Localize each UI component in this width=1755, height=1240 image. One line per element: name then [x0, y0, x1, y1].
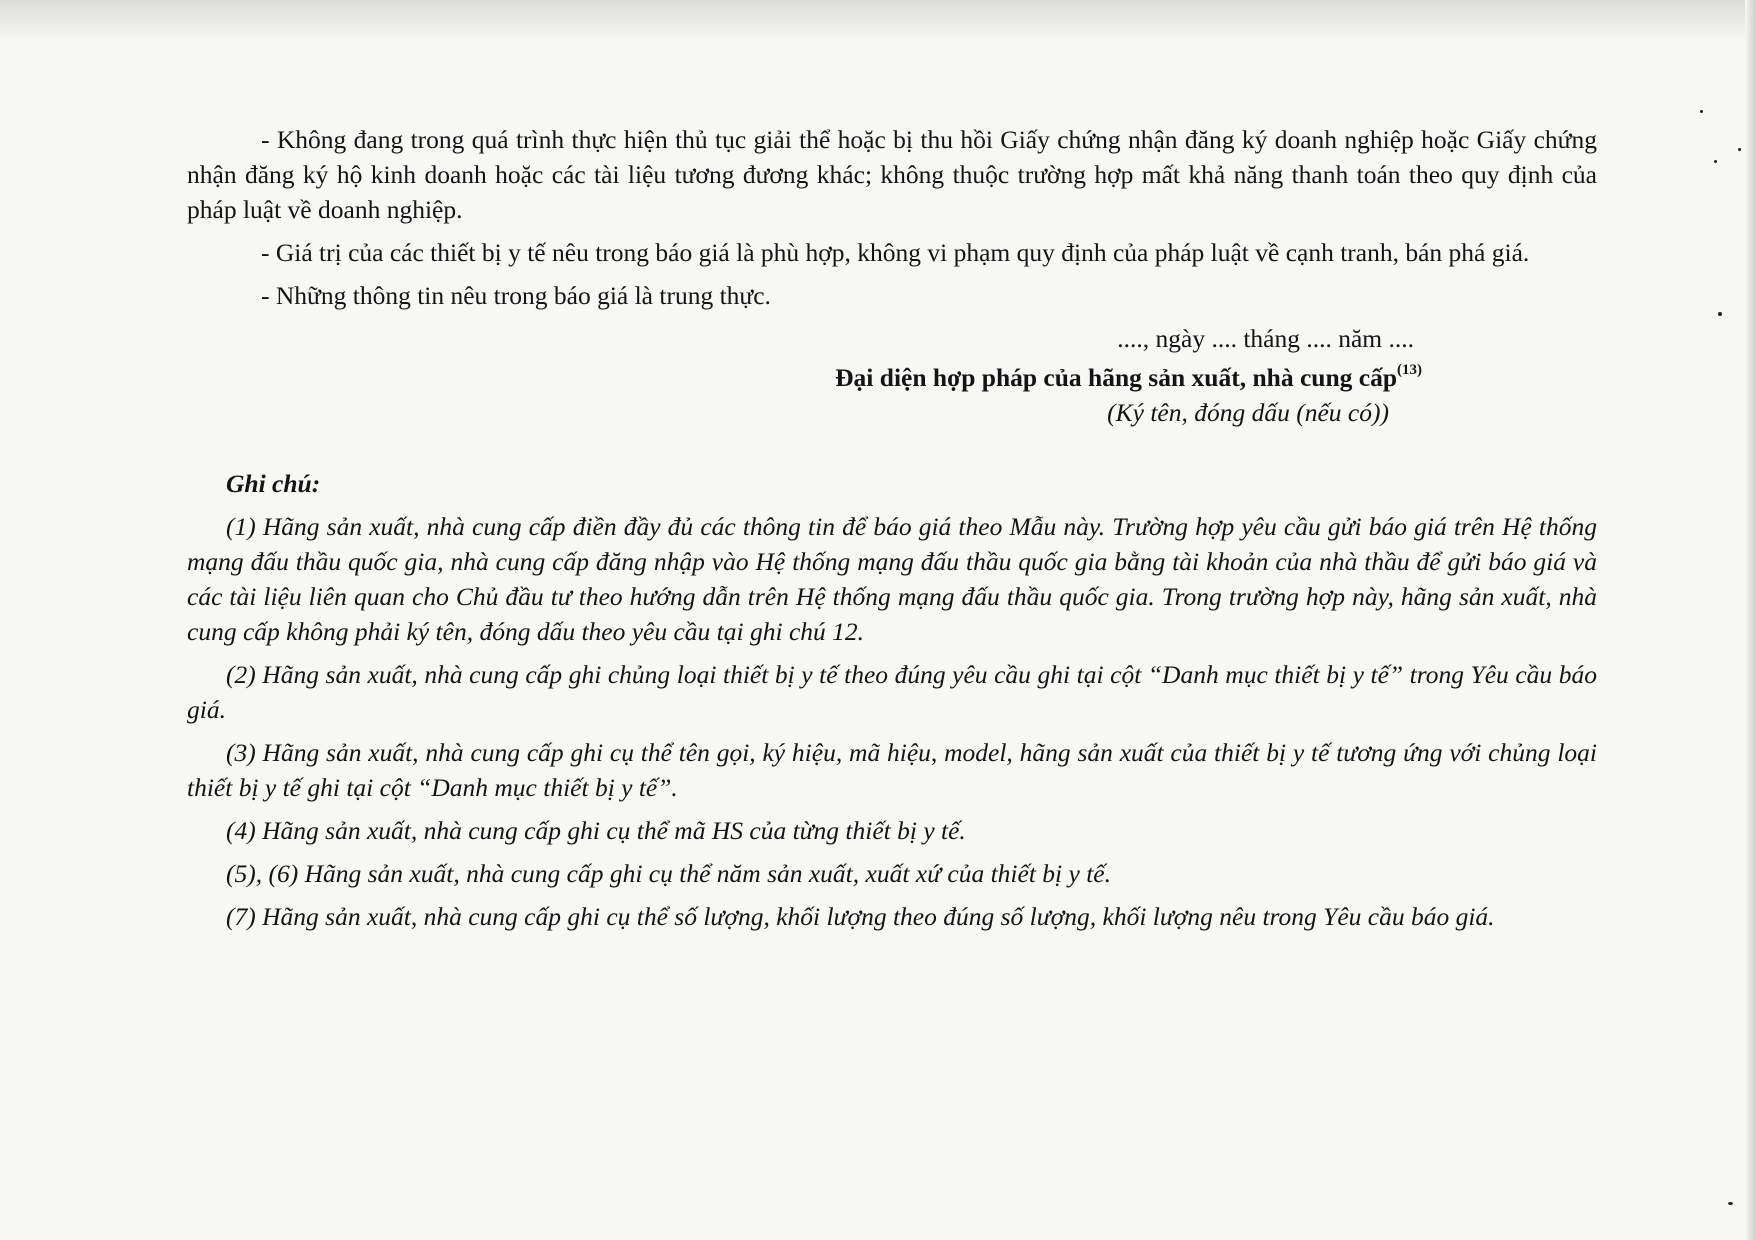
date-line: ...., ngày .... tháng .... năm ....	[1117, 324, 1414, 353]
note-item: (4) Hãng sản xuất, nhà cung cấp ghi cụ thể mã HS của từng thiết bị y tế.	[226, 816, 966, 845]
scan-top-shadow	[0, 0, 1755, 42]
footnote-marker: (13)	[1397, 362, 1422, 378]
note-item: (2) Hãng sản xuất, nhà cung cấp ghi chủng loại thiết bị y tế theo đúng yêu cầu ghi tại cột “Danh mục thiết bị y tế” trong Yêu cầu báo giá.	[187, 660, 1597, 724]
note-item: (5), (6) Hãng sản xuất, nhà cung cấp ghi cụ thể năm sản xuất, xuất xứ của thiết bị y tế.	[226, 859, 1111, 888]
scan-speck	[1718, 312, 1722, 316]
scan-speck	[1728, 1202, 1733, 1205]
scan-speck	[1738, 148, 1741, 151]
document-body	[187, 122, 1597, 942]
scan-right-edge	[1745, 0, 1755, 1240]
sign-instruction: (Ký tên, đóng dấu (nếu có))	[1107, 398, 1389, 427]
signer-title-text: Đại diện hợp pháp của hãng sản xuất, nhà cung cấp	[835, 363, 1397, 392]
notes-title: Ghi chú:	[226, 469, 321, 498]
scan-speck	[1714, 160, 1717, 163]
commitment-clause: - Những thông tin nêu trong báo giá là trung thực.	[261, 281, 771, 310]
note-item: (1) Hãng sản xuất, nhà cung cấp điền đầy đủ các thông tin để báo giá theo Mẫu này. Trường hợp yêu cầu gửi báo giá trên Hệ thống mạng đấu thầu quốc gia, nhà cung cấp đăng nhập vào Hệ thống mạng đấu thầu quốc gia bằng tài khoản của nhà thầu để gửi báo giá và các tài liệu liên quan cho Chủ đầu tư theo hướng dẫn trên Hệ thống mạng đấu thầu quốc gia. Trong trường hợp này, hãng sản xuất, nhà cung cấp không phải ký tên, đóng dấu theo yêu cầu tại ghi chú 12.	[187, 512, 1597, 646]
note-item: (3) Hãng sản xuất, nhà cung cấp ghi cụ thể tên gọi, ký hiệu, mã hiệu, model, hãng sản xuất của thiết bị y tế tương ứng với chủng loại thiết bị y tế ghi tại cột “Danh mục thiết bị y tế”.	[187, 738, 1597, 802]
commitment-clause: - Không đang trong quá trình thực hiện thủ tục giải thể hoặc bị thu hồi Giấy chứng nhận đăng ký doanh nghiệp hoặc Giấy chứng nhận đăng ký hộ kinh doanh hoặc các tài liệu tương đương khác; không thuộc trường hợp mất khả năng thanh toán theo quy định của pháp luật về doanh nghiệp.	[187, 125, 1597, 224]
scan-speck	[1700, 110, 1703, 113]
signer-title	[187, 360, 1597, 395]
note-item: (7) Hãng sản xuất, nhà cung cấp ghi cụ thể số lượng, khối lượng theo đúng số lượng, khối lượng nêu trong Yêu cầu báo giá.	[226, 902, 1495, 931]
commitment-clause: - Giá trị của các thiết bị y tế nêu trong báo giá là phù hợp, không vi phạm quy định của pháp luật về cạnh tranh, bán phá giá.	[261, 238, 1530, 267]
